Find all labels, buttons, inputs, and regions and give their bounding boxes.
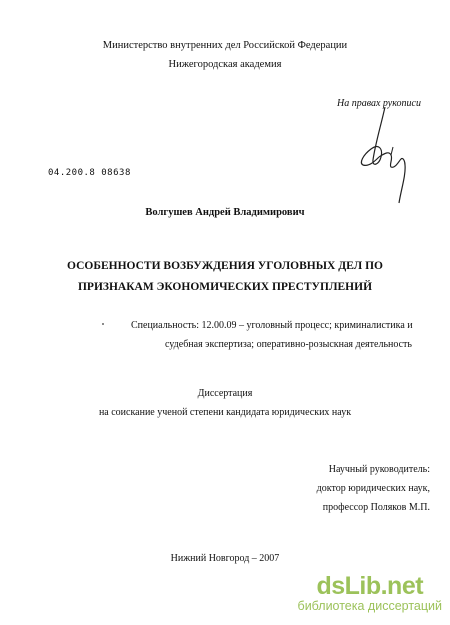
supervisor-name: профессор Поляков М.П. [322,502,430,513]
archive-stamp: 04.200.8 08638 [48,168,131,178]
dissertation-label: Диссертация [197,388,253,399]
specialty-line: Специальность: 12.00.09 – уголовный процесс; криминалистика и [131,320,413,331]
watermark-logo: dsLib.net [316,572,424,600]
title-line: ОСОБЕННОСТИ ВОЗБУЖДЕНИЯ УГОЛОВНЫХ ДЕЛ ПО [67,260,383,272]
ministry-heading: Министерство внутренних дел Российской Федерации [102,40,348,51]
watermark-subtitle: библиотека диссертаций [297,599,442,613]
author-name: Волгушев Андрей Владимирович [145,207,305,218]
rights-note: На правах рукописи [337,98,421,109]
degree-line: на соискание ученой степени кандидата юридических наук [98,407,352,418]
city-year: Нижний Новгород – 2007 [170,553,280,564]
handwritten-signature [345,105,425,205]
supervisor-degree: доктор юридических наук, [316,483,430,494]
specialty-line: судебная экспертиза; оперативно-розыскная деятельность [165,339,412,350]
dissertation-title [0,256,450,298]
dslib-watermark [298,573,442,613]
specialty-block [131,316,441,354]
academy-heading: Нижегородская академия [168,59,282,70]
title-line: ПРИЗНАКАМ ЭКОНОМИЧЕСКИХ ПРЕСТУПЛЕНИЙ [77,281,373,293]
supervisor-block [317,460,430,517]
scan-speck [102,323,104,325]
supervisor-role: Научный руководитель: [328,464,430,475]
